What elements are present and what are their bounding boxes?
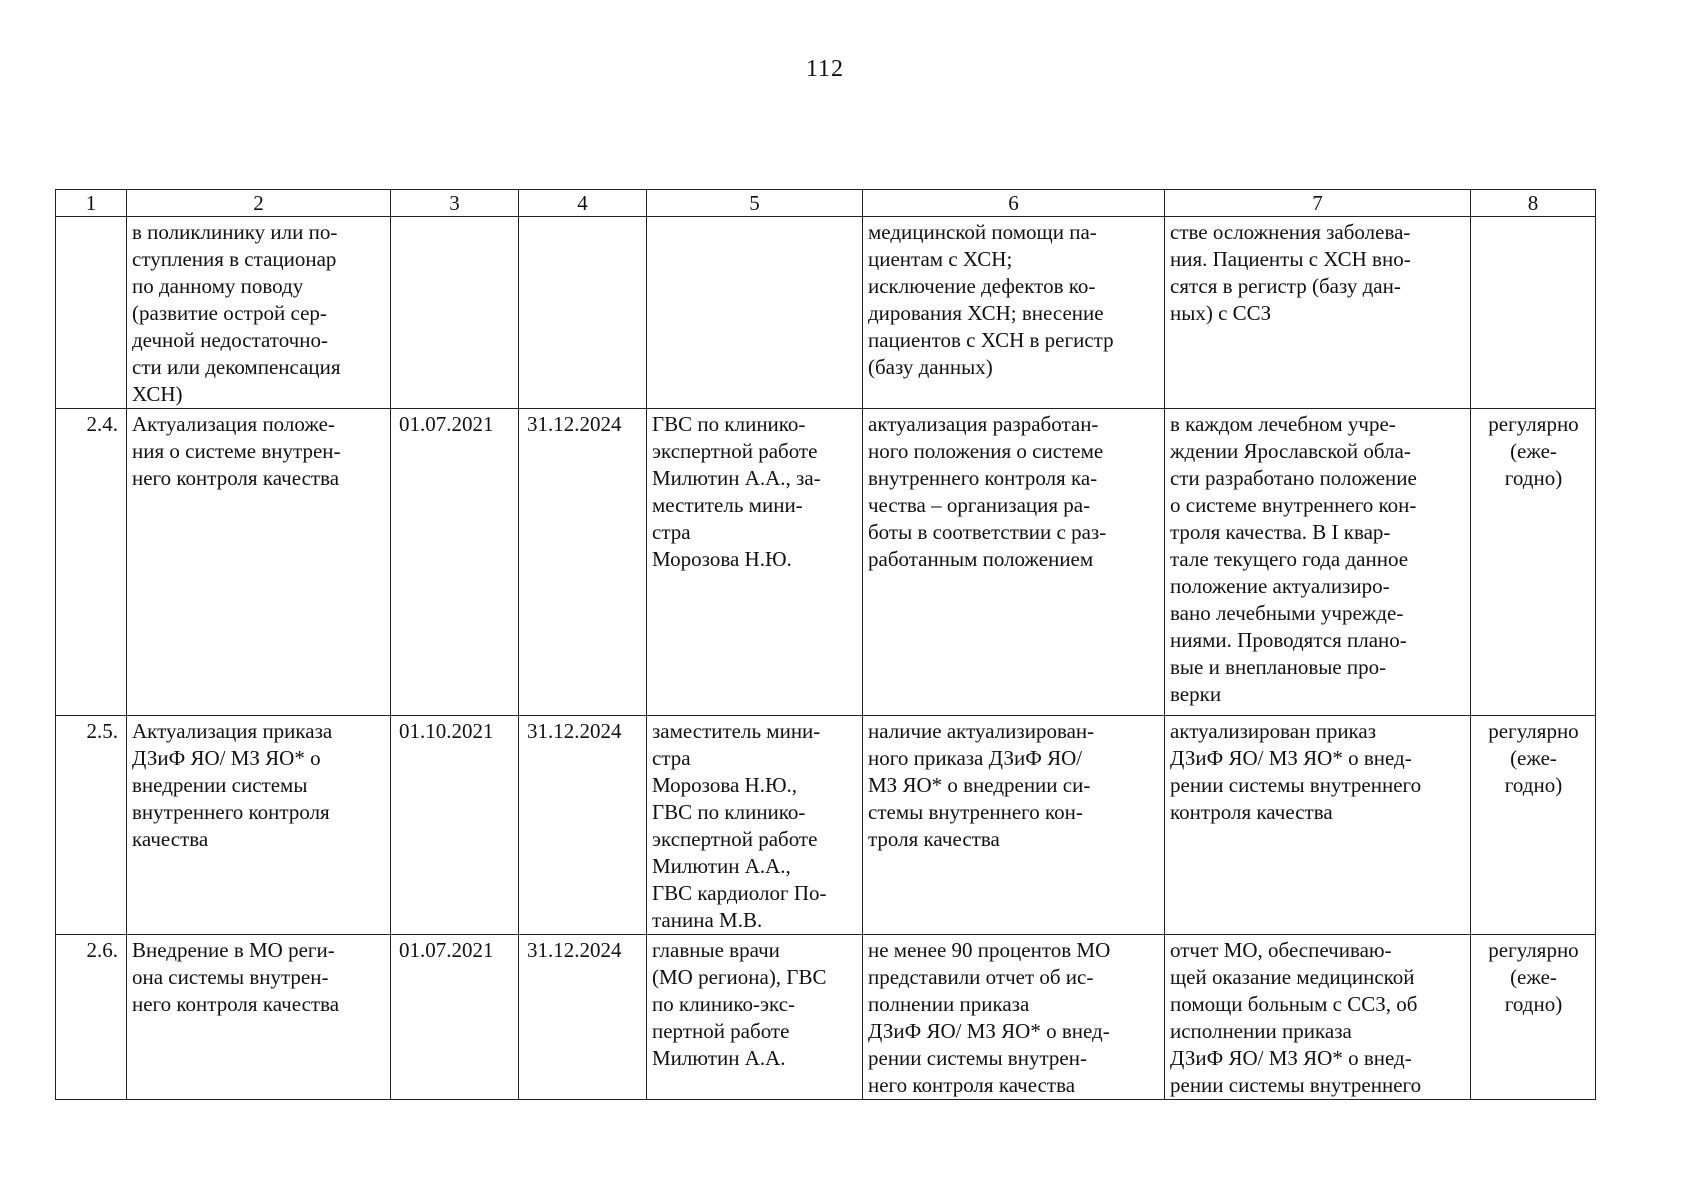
cell-text-line: ДЗиФ ЯО/ МЗ ЯО* о внед- [1170, 1046, 1412, 1070]
cell-text-line: Милютин А.А., [652, 854, 791, 878]
cell-text-line: боты в соответствии с раз- [868, 520, 1107, 544]
table-row-2-6 [56, 935, 1596, 1100]
cell-text-line: о системе внутреннего кон- [1170, 493, 1417, 517]
cell-text-line: (еже- [1510, 965, 1557, 989]
cell-num [56, 217, 127, 409]
cell-text-line: ступления в стационар [132, 247, 337, 271]
cell-text-line: тале текущего года данное [1170, 547, 1409, 571]
cell-text-line: представили отчет об ис- [868, 965, 1094, 989]
cell-text-line: экспертной работе [652, 439, 818, 463]
cell-text-line: ДЗиФ ЯО/ МЗ ЯО* о внед- [1170, 746, 1412, 770]
header-col-1: 1 [56, 190, 127, 217]
cell-responsible [647, 716, 863, 935]
cell-text-line: исполнении приказа [1170, 1019, 1352, 1043]
cell-text-line: ХСН) [132, 382, 183, 406]
cell-frequency [1471, 935, 1596, 1100]
cell-text-line: (развитие острой сер- [132, 301, 327, 325]
cell-text-line: ния о системе внутрен- [132, 439, 341, 463]
cell-text-line: (еже- [1510, 439, 1557, 463]
header-col-3: 3 [391, 190, 519, 217]
cell-start-date [391, 217, 519, 409]
cell-text-line: дирования ХСН; внесение [868, 301, 1104, 325]
header-col-6: 6 [863, 190, 1165, 217]
cell-text-line: в поликлинику или по- [132, 220, 338, 244]
cell-text-line: работанным положением [868, 547, 1094, 571]
table-row-2-4 [56, 409, 1596, 716]
cell-text-line: ного положения о системе [868, 439, 1104, 463]
cell-text-line: ждении Ярославской обла- [1170, 439, 1411, 463]
cell-text-line: в каждом лечебном учре- [1170, 412, 1396, 436]
cell-text-line: отчет МО, обеспечиваю- [1170, 938, 1392, 962]
cell-text-line: заместитель мини- [652, 719, 821, 743]
cell-start-date: 01.07.2021 [391, 935, 519, 1100]
cell-start-date: 01.10.2021 [391, 716, 519, 935]
cell-responsible [647, 409, 863, 716]
cell-text-line: актуализация разработан- [868, 412, 1099, 436]
cell-text-line: положение актуализиро- [1170, 574, 1390, 598]
cell-activity [127, 217, 391, 409]
cell-text-line: контроля качества [1170, 800, 1333, 824]
cell-frequency [1471, 217, 1596, 409]
cell-text-line: дечной недостаточно- [132, 328, 328, 352]
cell-text-line: рении системы внутреннего [1170, 773, 1422, 797]
cell-text-line: него контроля качества [132, 466, 340, 490]
cell-text-line: сятся в регистр (базу дан- [1170, 274, 1401, 298]
header-col-4: 4 [519, 190, 647, 217]
cell-result [863, 716, 1165, 935]
cell-indicator [1165, 409, 1471, 716]
cell-text-line: не менее 90 процентов МО [868, 938, 1111, 962]
cell-text-line: регулярно [1488, 719, 1579, 743]
cell-text-line: экспертной работе [652, 827, 818, 851]
cell-text-line: ного приказа ДЗиФ ЯО/ [868, 746, 1083, 770]
cell-text-line: МЗ ЯО* о внедрении си- [868, 773, 1091, 797]
cell-text-line: внутреннего контроля [132, 800, 330, 824]
header-col-2: 2 [127, 190, 391, 217]
cell-text-line: Актуализация положе- [132, 412, 335, 436]
cell-text-line: Морозова Н.Ю., [652, 773, 798, 797]
table-row-continued [56, 217, 1596, 409]
cell-frequency [1471, 716, 1596, 935]
cell-activity [127, 409, 391, 716]
cell-num: 2.6. [56, 935, 127, 1100]
cell-text-line: него контроля качества [132, 992, 340, 1016]
header-col-7: 7 [1165, 190, 1471, 217]
cell-responsible [647, 935, 863, 1100]
cell-text-line: вано лечебными учрежде- [1170, 601, 1404, 625]
cell-text-line: исключение дефектов ко- [868, 274, 1096, 298]
cell-indicator [1165, 935, 1471, 1100]
cell-text-line: (базу данных) [868, 355, 993, 379]
cell-text-line: щей оказание медицинской [1170, 965, 1415, 989]
cell-text-line: (еже- [1510, 746, 1557, 770]
cell-text-line: годно) [1504, 466, 1563, 490]
cell-indicator [1165, 217, 1471, 409]
cell-result [863, 935, 1165, 1100]
cell-text-line: троля качества. В I квар- [1170, 520, 1391, 544]
cell-text-line: стве осложнения заболева- [1170, 220, 1411, 244]
cell-responsible [647, 217, 863, 409]
cell-text-line: годно) [1504, 992, 1563, 1016]
page-number: 112 [805, 56, 845, 82]
cell-text-line: ГВС по клинико- [652, 800, 806, 824]
cell-text-line: ниями. Проводятся плано- [1170, 628, 1407, 652]
cell-text-line: полнении приказа [868, 992, 1030, 1016]
cell-text-line: по данному поводу [132, 274, 304, 298]
cell-text-line: медицинской помощи па- [868, 220, 1097, 244]
cell-text-line: стра [652, 520, 691, 544]
cell-text-line: она системы внутрен- [132, 965, 329, 989]
cell-activity [127, 935, 391, 1100]
cell-start-date: 01.07.2021 [391, 409, 519, 716]
table-row-2-5 [56, 716, 1596, 935]
cell-text-line: Внедрение в МО реги- [132, 938, 335, 962]
cell-text-line: актуализирован приказ [1170, 719, 1377, 743]
cell-text-line: стра [652, 746, 691, 770]
cell-text-line: Морозова Н.Ю. [652, 547, 792, 571]
cell-result [863, 409, 1165, 716]
cell-text-line: качества [132, 827, 209, 851]
cell-text-line: ГВС по клинико- [652, 412, 806, 436]
cell-text-line: внедрении системы [132, 773, 308, 797]
header-row [56, 190, 1596, 217]
cell-text-line: годно) [1504, 773, 1563, 797]
cell-text-line: главные врачи [652, 938, 780, 962]
plan-table [55, 189, 1596, 1100]
header-col-8: 8 [1471, 190, 1596, 217]
cell-text-line: пертной работе [652, 1019, 790, 1043]
cell-text-line: ДЗиФ ЯО/ МЗ ЯО* о [132, 746, 321, 770]
cell-text-line: троля качества [868, 827, 1000, 851]
cell-activity [127, 716, 391, 935]
cell-end-date [519, 217, 647, 409]
cell-text-line: рении системы внутреннего [1170, 1073, 1422, 1097]
cell-text-line: сти или декомпенсация [132, 355, 341, 379]
cell-text-line: внутреннего контроля ка- [868, 466, 1098, 490]
cell-text-line: (МО региона), ГВС [652, 965, 827, 989]
cell-indicator [1165, 716, 1471, 935]
cell-text-line: танина М.В. [652, 908, 763, 932]
cell-text-line: ДЗиФ ЯО/ МЗ ЯО* о внед- [868, 1019, 1110, 1043]
cell-text-line: него контроля качества [868, 1073, 1076, 1097]
header-col-5: 5 [647, 190, 863, 217]
cell-end-date: 31.12.2024 [519, 716, 647, 935]
cell-num: 2.4. [56, 409, 127, 716]
cell-text-line: верки [1170, 682, 1222, 706]
cell-text-line: циентам с ХСН; [868, 247, 1013, 271]
cell-text-line: регулярно [1488, 938, 1579, 962]
cell-text-line: пациентов с ХСН в регистр [868, 328, 1114, 352]
cell-text-line: Милютин А.А., за- [652, 466, 821, 490]
cell-text-line: рении системы внутрен- [868, 1046, 1087, 1070]
cell-text-line: помощи больным с ССЗ, об [1170, 992, 1418, 1016]
cell-text-line: Актуализация приказа [132, 719, 333, 743]
cell-frequency [1471, 409, 1596, 716]
cell-text-line: вые и внеплановые про- [1170, 655, 1387, 679]
cell-text-line: ния. Пациенты с ХСН вно- [1170, 247, 1411, 271]
cell-end-date: 31.12.2024 [519, 409, 647, 716]
cell-text-line: регулярно [1488, 412, 1579, 436]
cell-text-line: меститель мини- [652, 493, 803, 517]
cell-text-line: ГВС кардиолог По- [652, 881, 827, 905]
cell-end-date: 31.12.2024 [519, 935, 647, 1100]
cell-num: 2.5. [56, 716, 127, 935]
cell-text-line: ных) с ССЗ [1170, 301, 1272, 325]
cell-result [863, 217, 1165, 409]
cell-text-line: по клинико-экс- [652, 992, 796, 1016]
cell-text-line: чества – организация ра- [868, 493, 1091, 517]
cell-text-line: наличие актуализирован- [868, 719, 1095, 743]
cell-text-line: Милютин А.А. [652, 1046, 786, 1070]
cell-text-line: стемы внутреннего кон- [868, 800, 1083, 824]
cell-text-line: сти разработано положение [1170, 466, 1417, 490]
